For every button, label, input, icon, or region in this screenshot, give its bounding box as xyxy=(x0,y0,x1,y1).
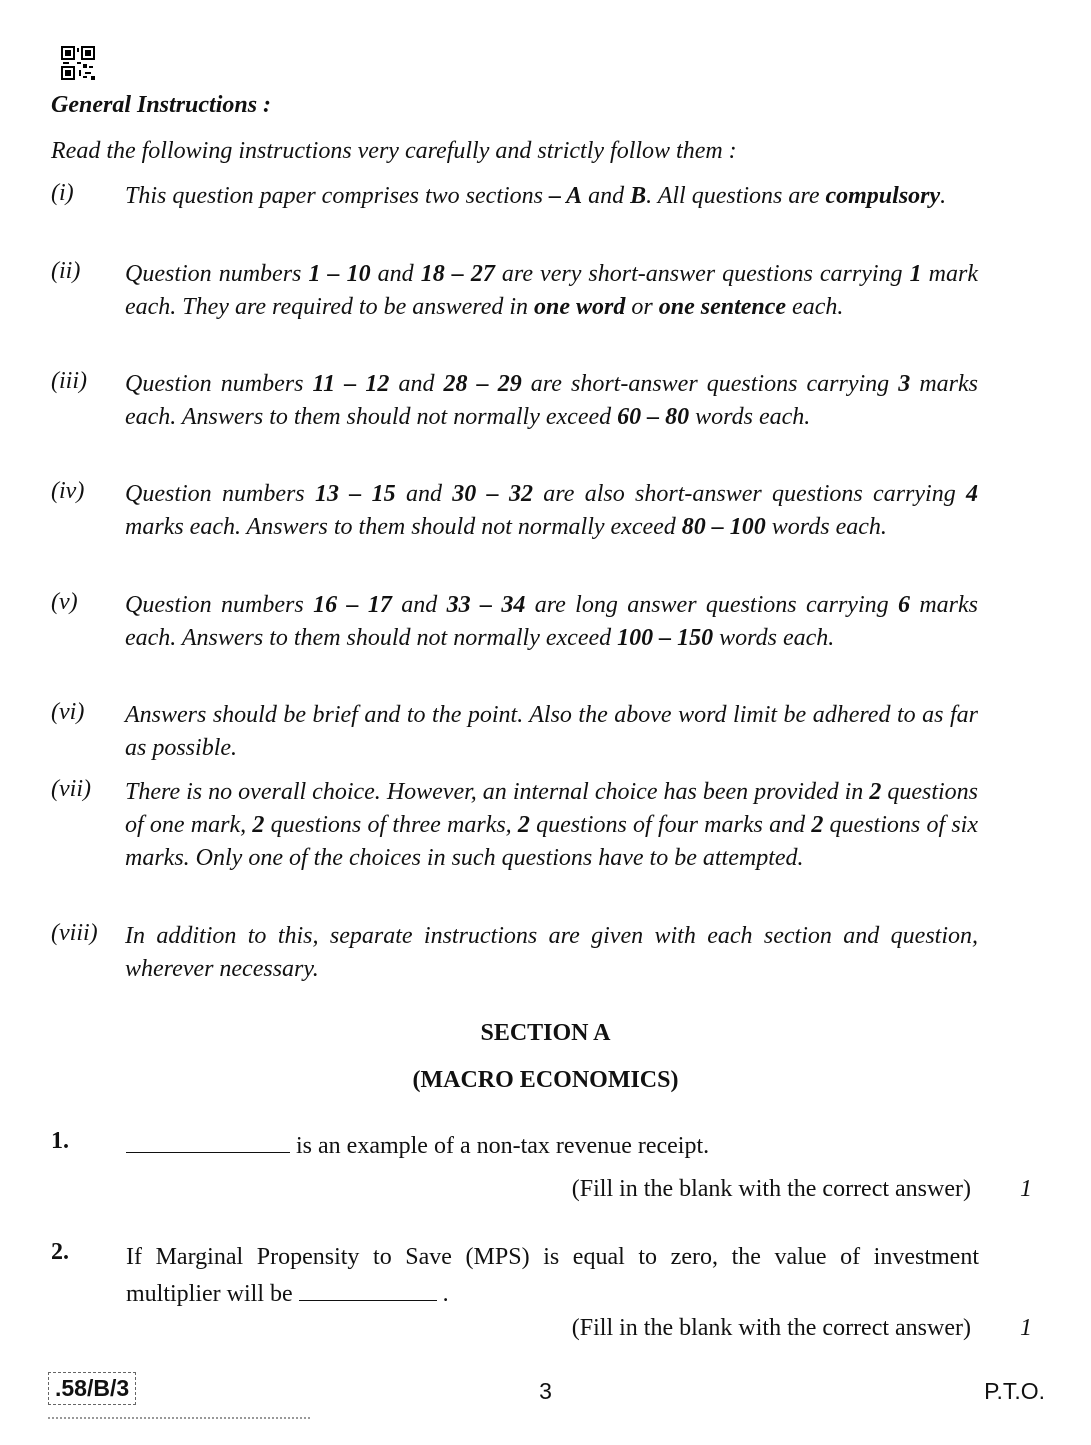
instruction-number: (iii) xyxy=(51,368,87,394)
paper-code: .58/B/3 xyxy=(48,1372,136,1405)
question-1 xyxy=(51,1128,979,1165)
instruction-item: (viii) In addition to this, separate instructions are given with each section and question, wherever necessary. xyxy=(51,920,978,982)
section-title: SECTION A xyxy=(480,1020,611,1046)
question-text-end: . xyxy=(436,1281,449,1307)
please-turn-over: P.T.O. xyxy=(984,1378,1045,1404)
instruction-number: (ii) xyxy=(51,258,81,284)
instruction-item: (iv) Question numbers 13 – 15 and 30 – 32 are also short-answer questions carrying 4 marks each. Answers to them should not normally exceed 80 – 100 words each. xyxy=(51,478,979,540)
question-hint: (Fill in the blank with the correct answer) xyxy=(571,1176,971,1202)
question-marks: 1 xyxy=(1020,1176,1032,1202)
question-2 xyxy=(51,1239,979,1313)
question-number: 1. xyxy=(51,1128,69,1154)
instruction-number: (iv) xyxy=(51,478,85,504)
question-number: 2. xyxy=(51,1239,69,1265)
general-instructions-title: General Instructions : xyxy=(51,92,272,118)
instruction-item: (vii) There is no overall choice. However, an internal choice has been provided in 2 questions of one mark, 2 questions of three marks, 2 questions of four marks and 2 questions of six marks. Only one of the choices in such questions have to be attempted. xyxy=(51,776,979,871)
general-instructions-intro: Read the following instructions very carefully and strictly follow them : xyxy=(51,138,737,164)
section-subtitle: (MACRO ECONOMICS) xyxy=(412,1067,679,1093)
question-hint: (Fill in the blank with the correct answer) xyxy=(571,1315,971,1341)
instruction-number: (vii) xyxy=(51,776,91,802)
page-number: 3 xyxy=(539,1378,552,1404)
instruction-number: (vi) xyxy=(51,699,85,725)
question-text: If Marginal Propensity to Save (MPS) is equal to zero, the value of investment multiplier will be xyxy=(126,1244,979,1307)
instruction-number: (viii) xyxy=(51,920,98,946)
footer-divider xyxy=(48,1417,310,1419)
instruction-item: (vi) Answers should be brief and to the point. Also the above word limit be adhered to as far as possible. xyxy=(51,699,978,761)
question-marks: 1 xyxy=(1020,1315,1032,1341)
answer-blank[interactable] xyxy=(126,1151,290,1153)
question-text: is an example of a non-tax revenue receipt. xyxy=(290,1133,710,1159)
instruction-item: (i) This question paper comprises two sections – A and B. All questions are compulsory. xyxy=(51,180,947,209)
answer-blank[interactable] xyxy=(299,1299,437,1301)
instruction-item: (ii) Question numbers 1 – 10 and 18 – 27 are very short-answer questions carrying 1 mark each. They are required to be answered in one word or one sentence each. xyxy=(51,258,978,320)
instruction-item: (v) Question numbers 16 – 17 and 33 – 34 are long answer questions carrying 6 marks each. Answers to them should not normally exceed 100 – 150 words each. xyxy=(51,589,979,651)
instruction-number: (v) xyxy=(51,589,78,615)
instruction-item: (iii) Question numbers 11 – 12 and 28 – 29 are short-answer questions carrying 3 marks each. Answers to them should not normally exceed 60 – 80 words each. xyxy=(51,368,978,430)
qr-code-icon xyxy=(61,46,95,80)
instruction-number: (i) xyxy=(51,180,74,206)
